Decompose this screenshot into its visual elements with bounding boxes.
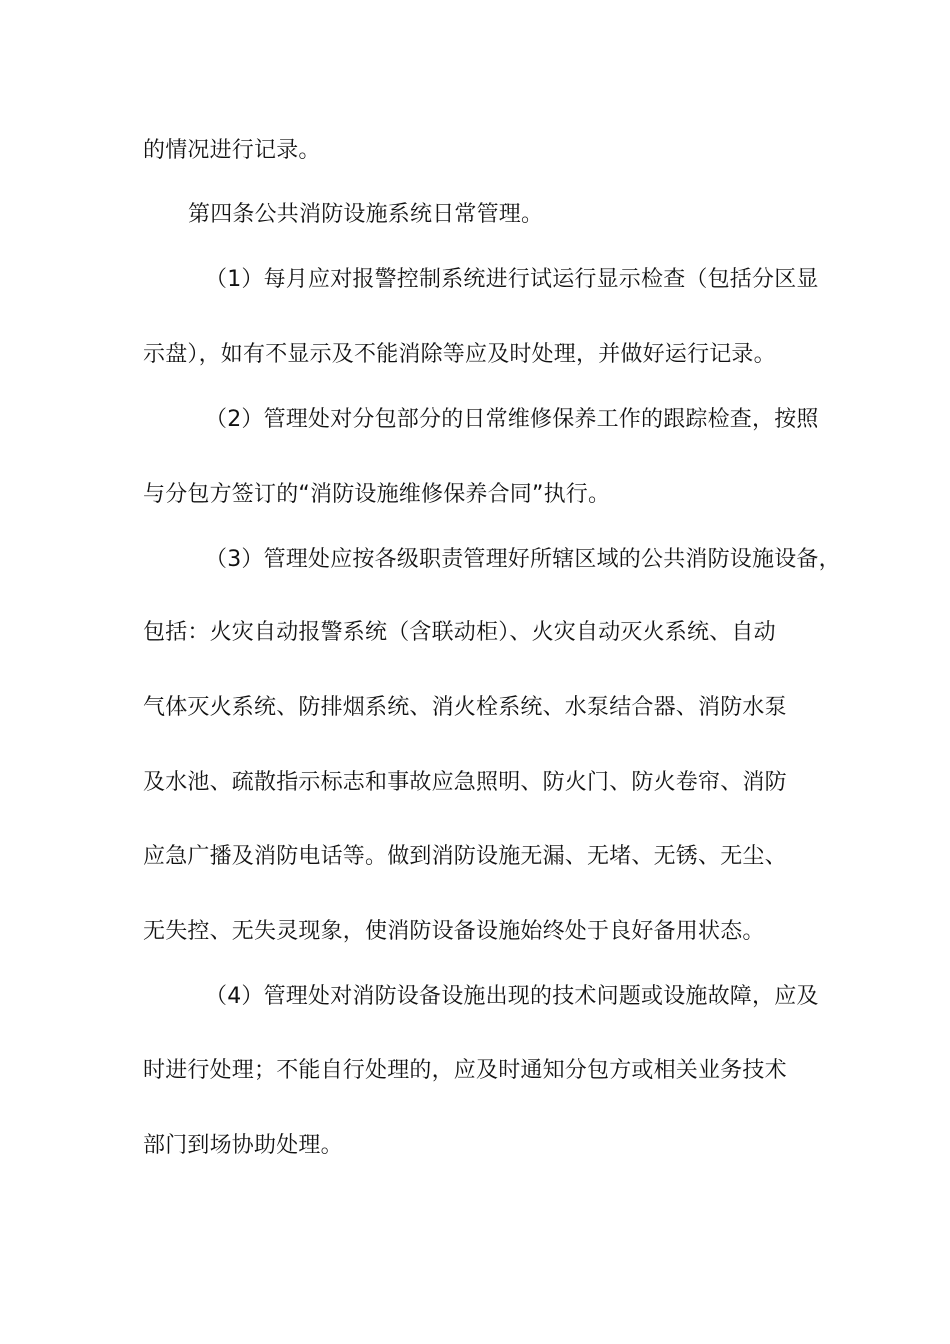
text-line: 示盘），如有不显示及不能消除等应及时处理，并做好运行记录。 (143, 342, 776, 367)
text-line: 气体灭火系统、防排烟系统、消火栓系统、水泵结合器、消防水泵 (143, 695, 787, 720)
text-line: 及水池、疏散指示标志和事故应急照明、防火门、防火卷帘、消防 (143, 770, 787, 795)
text-line: （4）管理处对消防设备设施出现的技术问题或设施故障，应及 (205, 984, 819, 1009)
text-line: （1）每月应对报警控制系统进行试运行显示检查（包括分区显 (205, 267, 819, 292)
text-line: （2）管理处对分包部分的日常维修保养工作的跟踪检查，按照 (205, 407, 819, 432)
text-line: 与分包方签订的“消防设施维修保养合同”执行。 (143, 482, 611, 507)
text-line: 无失控、无失灵现象，使消防设备设施始终处于良好备用状态。 (143, 919, 765, 944)
text-line: 包括：火灾自动报警系统（含联动柜）、火灾自动灭火系统、自动 (143, 620, 776, 645)
text-line: 部门到场协助处理。 (143, 1133, 343, 1158)
text-line: 的情况进行记录。 (143, 138, 321, 163)
text-line: 应急广播及消防电话等。做到消防设施无漏、无堵、无锈、无尘、 (143, 844, 787, 869)
article-heading: 第四条公共消防设施系统日常管理。 (188, 202, 544, 227)
text-line: 时进行处理；不能自行处理的，应及时通知分包方或相关业务技术 (143, 1058, 787, 1083)
text-line: （3）管理处应按各级职责管理好所辖区域的公共消防设施设备， (205, 547, 841, 572)
